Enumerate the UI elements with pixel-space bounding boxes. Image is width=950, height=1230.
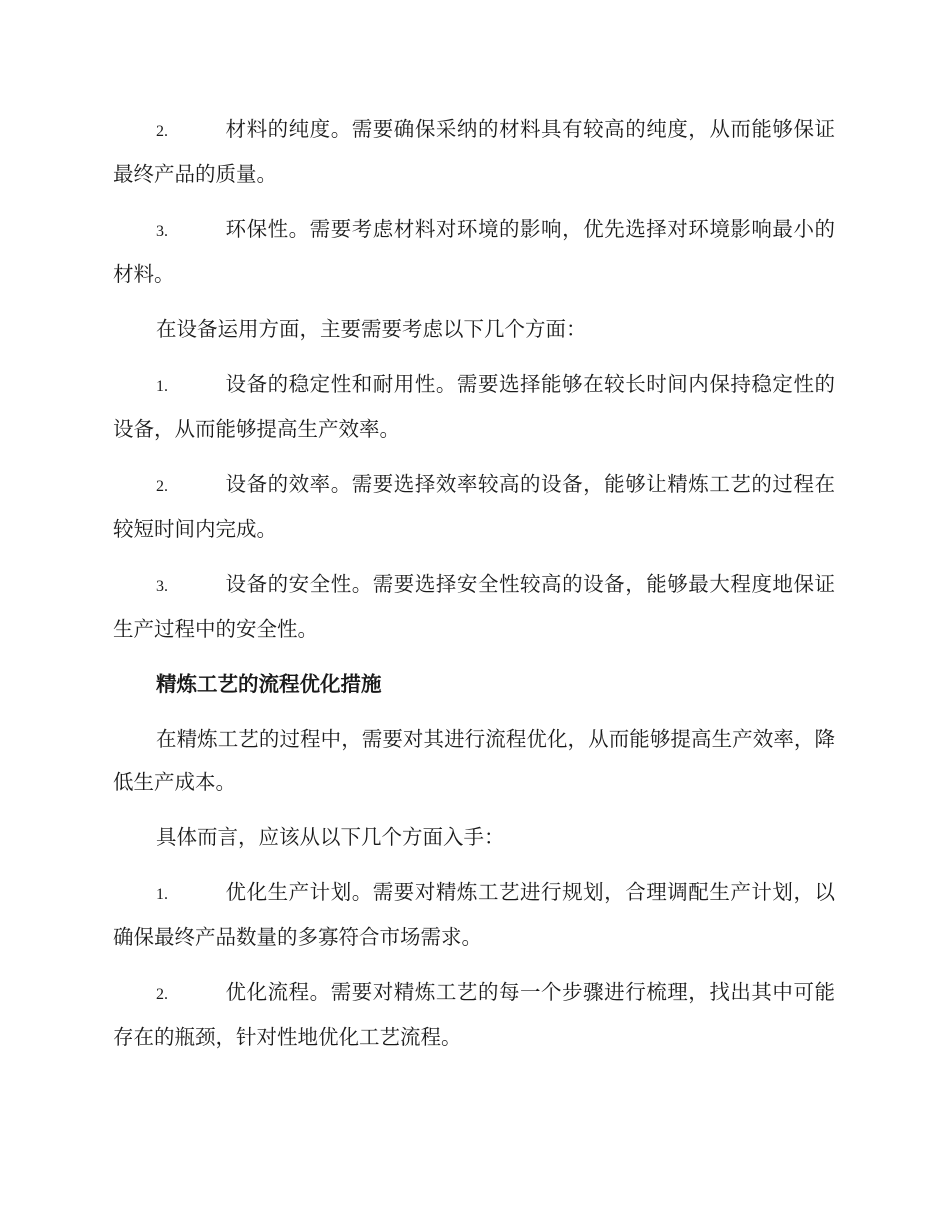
list-item [113,108,835,196]
section-heading: 精炼工艺的流程优化措施 [156,672,382,696]
document-page [113,108,835,1071]
list-number: 1. [156,886,168,903]
paragraph: 在设备运用方面，主要需要考虑以下几个方面： [156,317,587,341]
list-number: 2. [156,123,168,140]
list-item [113,871,835,959]
list-text: 优化流程。需要对精炼工艺的每一个步骤进行梳理，找出其中可能存在的瓶颈，针对性地优化工艺流程。 [113,980,835,1049]
list-number: 2. [156,478,168,495]
list-item [113,363,835,451]
list-item [113,971,835,1059]
list-text: 设备的安全性。需要选择安全性较高的设备，能够最大程度地保证生产过程中的安全性。 [113,572,835,641]
list-text: 材料的纯度。需要确保采纳的材料具有较高的纯度，从而能够保证最终产品的质量。 [113,117,835,186]
list-item [113,208,835,296]
list-text: 环保性。需要考虑材料对环境的影响，优先选择对环境影响最小的材料。 [113,217,835,286]
list-item [113,563,835,651]
list-number: 1. [156,378,168,395]
paragraph: 具体而言，应该从以下几个方面入手： [156,825,505,849]
list-text: 设备的效率。需要选择效率较高的设备，能够让精炼工艺的过程在较短时间内完成。 [113,472,835,541]
list-text: 设备的稳定性和耐用性。需要选择能够在较长时间内保持稳定性的设备，从而能够提高生产效率。 [113,372,835,441]
list-text: 优化生产计划。需要对精炼工艺进行规划，合理调配生产计划，以确保最终产品数量的多寡符合市场需求。 [113,880,835,949]
list-number: 3. [156,223,168,240]
list-number: 2. [156,986,168,1003]
paragraph: 在精炼工艺的过程中，需要对其进行流程优化，从而能够提高生产效率，降低生产成本。 [113,727,835,794]
list-number: 3. [156,578,168,595]
list-item [113,463,835,551]
